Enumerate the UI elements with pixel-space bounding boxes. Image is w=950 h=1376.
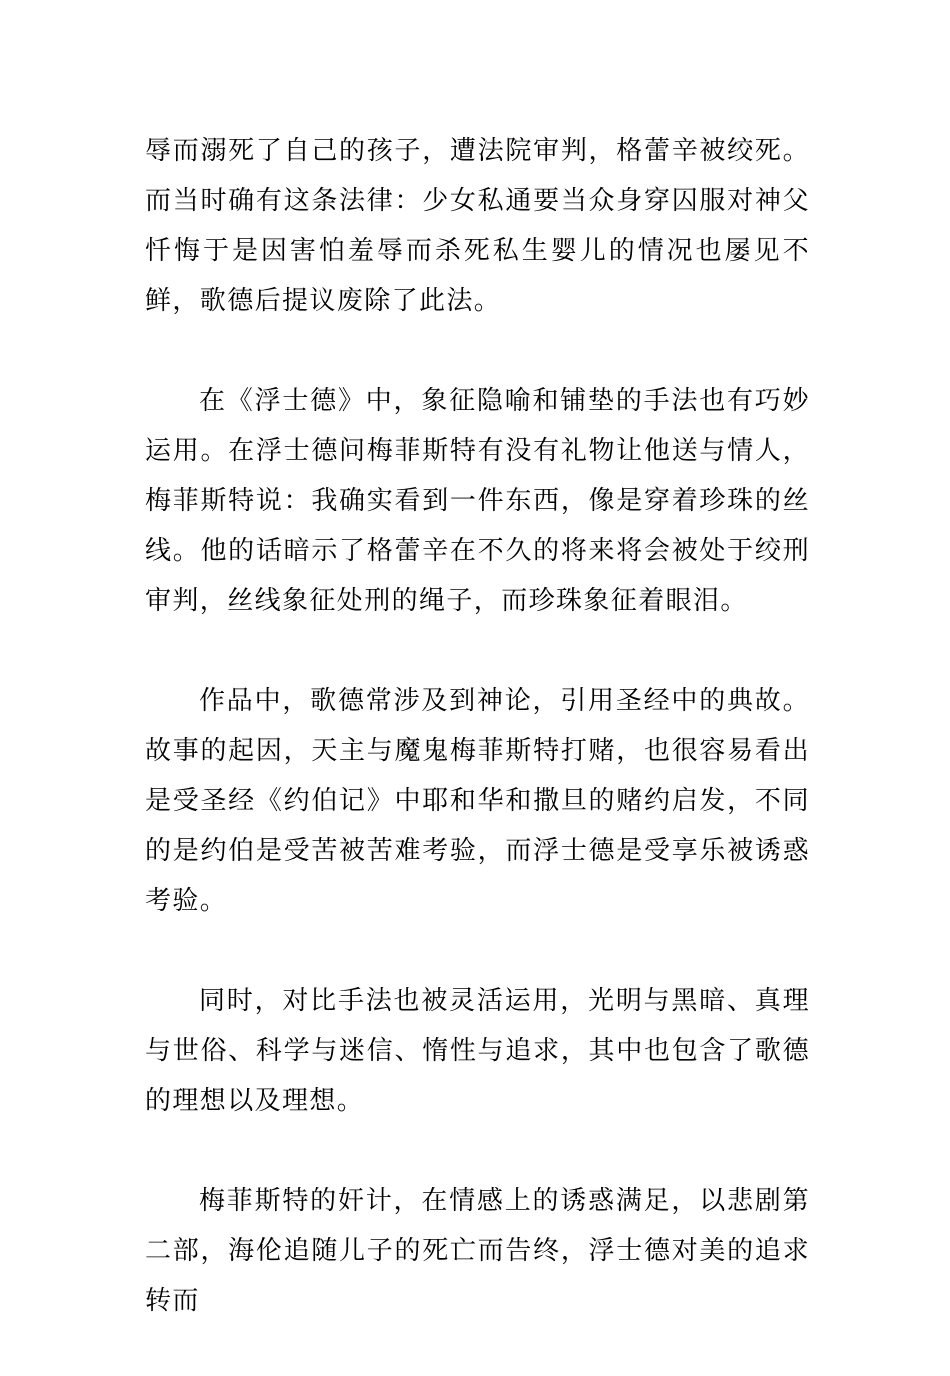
paragraph-1: 辱而溺死了自己的孩子，遭法院审判，格蕾辛被绞死。而当时确有这条法律：少女私通要当众身穿囚服对神父忏悔于是因害怕羞辱而杀死私生婴儿的情况也屡见不鲜，歌德后提议废除了此法。 [145,136,810,316]
paragraph-2: 在《浮士德》中，象征隐喻和铺垫的手法也有巧妙运用。在浮士德问梅菲斯特有没有礼物让他送与情人，梅菲斯特说：我确实看到一件东西，像是穿着珍珠的丝线。他的话暗示了格蕾辛在不久的将来将会被处于绞刑审判，丝线象征处刑的绳子，而珍珠象征着眼泪。 [145,386,810,616]
paragraph-3: 作品中，歌德常涉及到神论，引用圣经中的典故。故事的起因，天主与魔鬼梅菲斯特打赌，也很容易看出是受圣经《约伯记》中耶和华和撒旦的赌约启发，不同的是约伯是受苦被苦难考验，而浮士德是受享乐被诱惑考验。 [145,686,810,916]
document-page [145,126,810,1376]
paragraph-5: 梅菲斯特的奸计，在情感上的诱惑满足，以悲剧第二部，海伦追随儿子的死亡而告终，浮士德对美的追求转而 [145,1186,810,1316]
paragraph-4: 同时，对比手法也被灵活运用，光明与黑暗、真理与世俗、科学与迷信、惰性与追求，其中也包含了歌德的理想以及理想。 [145,986,810,1116]
